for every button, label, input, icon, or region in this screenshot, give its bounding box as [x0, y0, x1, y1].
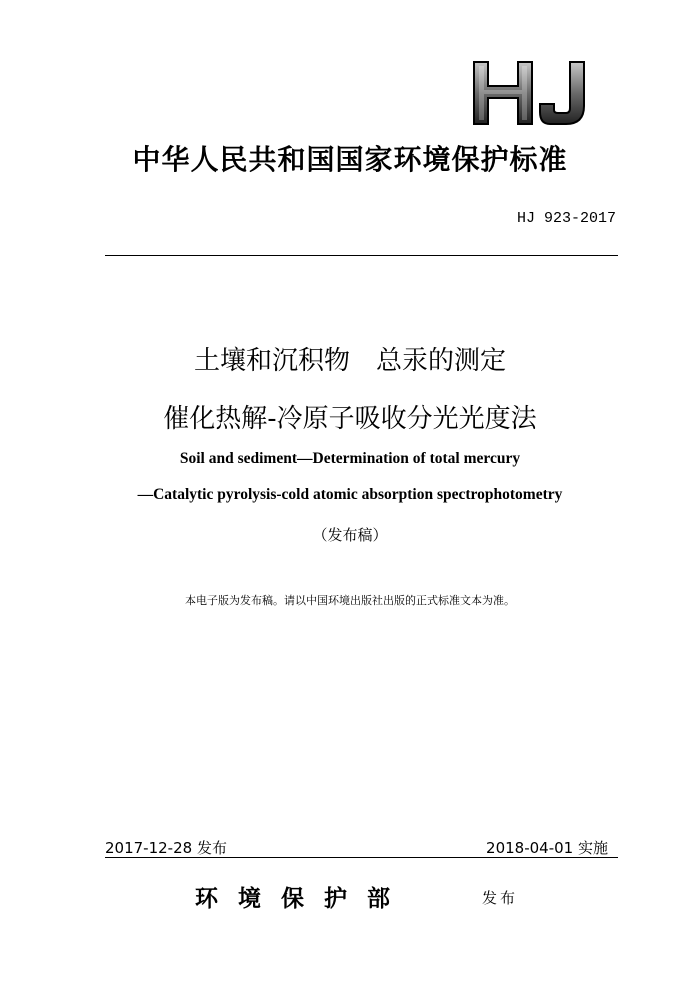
title-cn-line1: 土壤和沉积物 总汞的测定 — [193, 346, 506, 376]
hj-logo — [470, 58, 600, 128]
footer-divider — [105, 857, 618, 858]
draft-label: （发布稿） — [312, 526, 388, 544]
standard-code: HJ 923-2017 — [516, 210, 616, 227]
issue-date: 2017-12-28 发布 — [105, 839, 227, 857]
title-en-line2: —Catalytic pyrolysis-cold atomic absorption spectrophotometry — [137, 486, 563, 503]
publisher-name: 环境保护部 — [195, 885, 410, 912]
title-cn-line2: 催化热解-冷原子吸收分光光度法 — [163, 404, 537, 434]
implementation-date: 2018-04-01 实施 — [486, 839, 608, 857]
publisher-suffix: 发布 — [482, 889, 519, 907]
edition-notice: 本电子版为发布稿。请以中国环境出版社出版的正式标准文本为准。 — [185, 594, 515, 607]
header-divider — [105, 255, 618, 256]
organization-title: 中华人民共和国国家环境保护标准 — [132, 143, 568, 176]
title-en-line1: Soil and sediment—Determination of total mercury — [179, 450, 521, 467]
